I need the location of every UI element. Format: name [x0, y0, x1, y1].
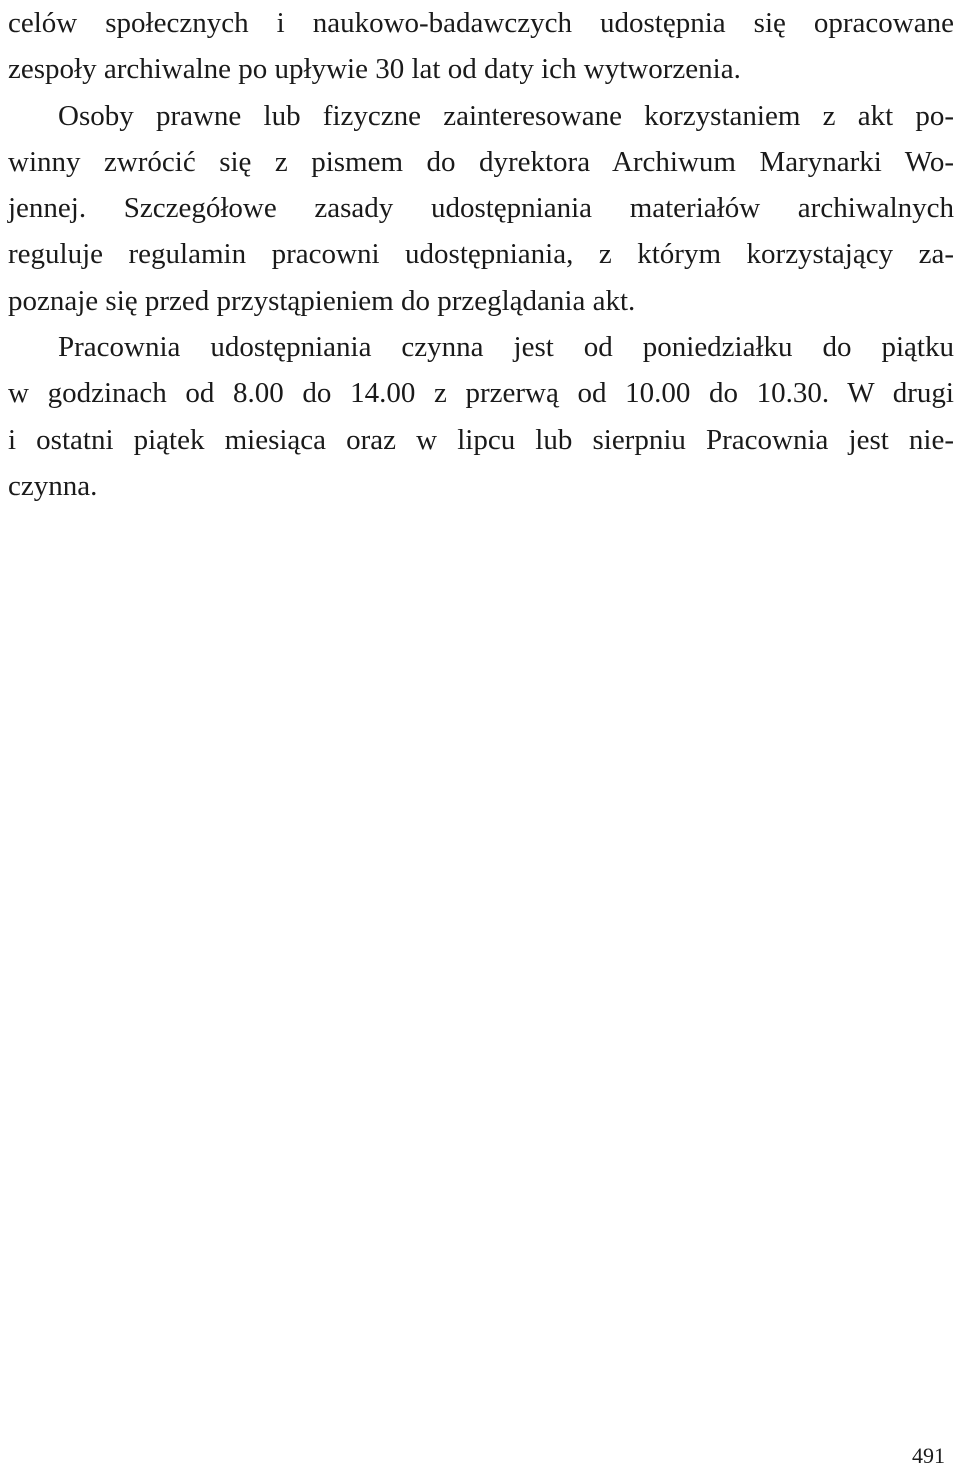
paragraph-2-line-1: Osoby prawne lub fizyczne zainteresowane korzystaniem z akt po-	[58, 99, 954, 132]
paragraph-3-line-3: i ostatni piątek miesiąca oraz w lipcu lub sierpniu Pracownia jest nie-	[8, 423, 954, 456]
paragraph-1-line-2: zespoły archiwalne po upływie 30 lat od daty ich wytworzenia.	[8, 53, 741, 86]
page-number: 491	[912, 1443, 945, 1468]
paragraph-2-line-5: poznaje się przed przystąpieniem do przeglądania akt.	[8, 284, 636, 317]
paragraph-2-line-2: winny zwrócić się z pismem do dyrektora Archiwum Marynarki Wo-	[8, 145, 954, 178]
paragraph-3-line-4: czynna.	[8, 469, 98, 502]
body-text	[8, 0, 954, 509]
paragraph-3-line-1: Pracownia udostępniania czynna jest od poniedziałku do piątku	[58, 331, 954, 364]
paragraph-1-line-1: celów społecznych i naukowo-badawczych udostępnia się opracowane	[8, 7, 954, 39]
paragraph-3-line-2: w godzinach od 8.00 do 14.00 z przerwą od 10.00 do 10.30. W drugi	[8, 377, 954, 410]
paragraph-2-line-4: reguluje regulamin pracowni udostępniania, z którym korzystający za-	[8, 238, 954, 271]
paragraph-2-line-3: jennej. Szczegółowe zasady udostępniania materiałów archiwalnych	[8, 192, 954, 225]
